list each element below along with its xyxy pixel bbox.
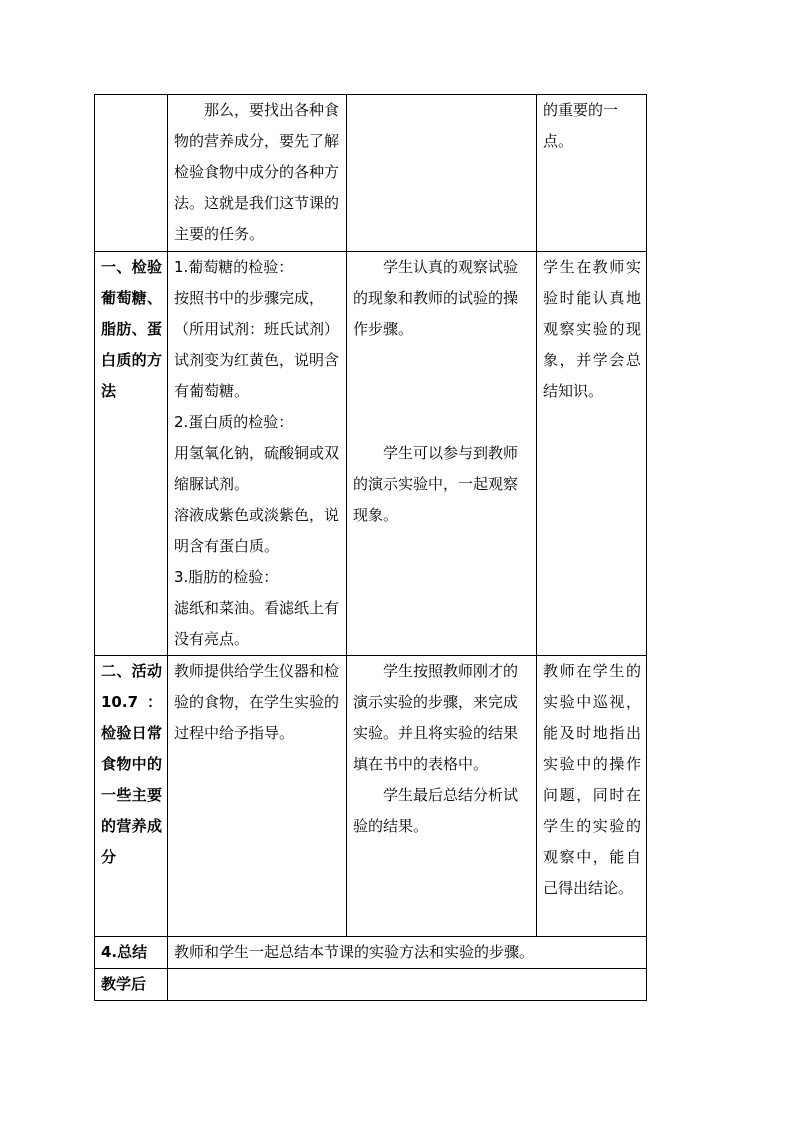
paragraph: 1.葡萄糖的检验：	[174, 258, 294, 276]
paragraph: 教师和学生一起总结本节课的实验方法和实验的步骤。	[174, 943, 535, 961]
teacher-activity-cell	[168, 252, 347, 656]
paragraph: 2.蛋白质的检验：	[174, 413, 294, 431]
paragraph: 滤纸和菜油。看滤纸上有没有亮点。	[174, 599, 340, 648]
stage-cell	[95, 656, 168, 937]
paragraph: 那么，要找出各种食物的营养成分，要先了解检验食物中成分的各种方法。这就是我们这节课的主要的任务。	[174, 101, 340, 243]
stage-cell	[95, 969, 168, 1001]
table-row	[95, 969, 647, 1001]
paragraph: 用氢氧化钠，硫酸铜或双缩脲试剂。	[174, 444, 340, 493]
design-intent-cell	[537, 656, 647, 937]
paragraph: 3.脂肪的检验：	[174, 568, 279, 586]
paragraph: 学生可以参与到教师的演示实验中，一起观察现象。	[353, 444, 519, 524]
table-row	[95, 95, 647, 252]
paragraph: 学生认真的观察试验的现象和教师的试验的操作步骤。	[353, 258, 519, 338]
stage-cell	[95, 937, 168, 969]
table-row	[95, 937, 647, 969]
spacer	[353, 345, 531, 438]
stage-title: 4.总结	[101, 943, 148, 961]
paragraph: 按照书中的步骤完成，（所用试剂：班氏试剂）试剂变为红黄色，说明含有葡萄糖。	[174, 289, 340, 400]
stage-title: 教学后	[101, 975, 147, 993]
stage-cell	[95, 252, 168, 656]
student-activity-cell	[347, 656, 537, 937]
summary-cell	[168, 937, 647, 969]
design-intent-cell	[537, 252, 647, 656]
stage-cell	[95, 95, 168, 252]
lesson-plan-table	[94, 94, 647, 1001]
table-row	[95, 656, 647, 937]
stage-title: 一、检验葡萄糖、脂肪、蛋白质的方法	[101, 258, 162, 400]
paragraph: 教师在学生的实验中巡视，能及时地指出实验中的操作问题，同时在学生的实验的观察中，能自己得出结论。	[543, 662, 641, 897]
student-activity-cell	[347, 95, 537, 252]
stage-title: 二、活动10.7：检验日常食物中的一些主要的营养成分	[101, 662, 162, 866]
paragraph: 学生在教师实验时能认真地观察实验的现象，并学会总结知识。	[543, 258, 641, 400]
paragraph: 的重要的一点。	[543, 101, 619, 150]
reflection-cell	[168, 969, 647, 1001]
paragraph: 教师提供给学生仪器和检验的食物，在学生实验的过程中给予指导。	[174, 662, 340, 742]
design-intent-cell	[537, 95, 647, 252]
paragraph: 溶液成紫色或淡紫色，说明含有蛋白质。	[174, 506, 340, 555]
paragraph: 学生最后总结分析试验的结果。	[353, 786, 519, 835]
table-row	[95, 252, 647, 656]
paragraph: 学生按照教师刚才的演示实验的步骤，来完成实验。并且将实验的结果填在书中的表格中。	[353, 662, 519, 773]
teacher-activity-cell	[168, 95, 347, 252]
teacher-activity-cell	[168, 656, 347, 937]
student-activity-cell	[347, 252, 537, 656]
